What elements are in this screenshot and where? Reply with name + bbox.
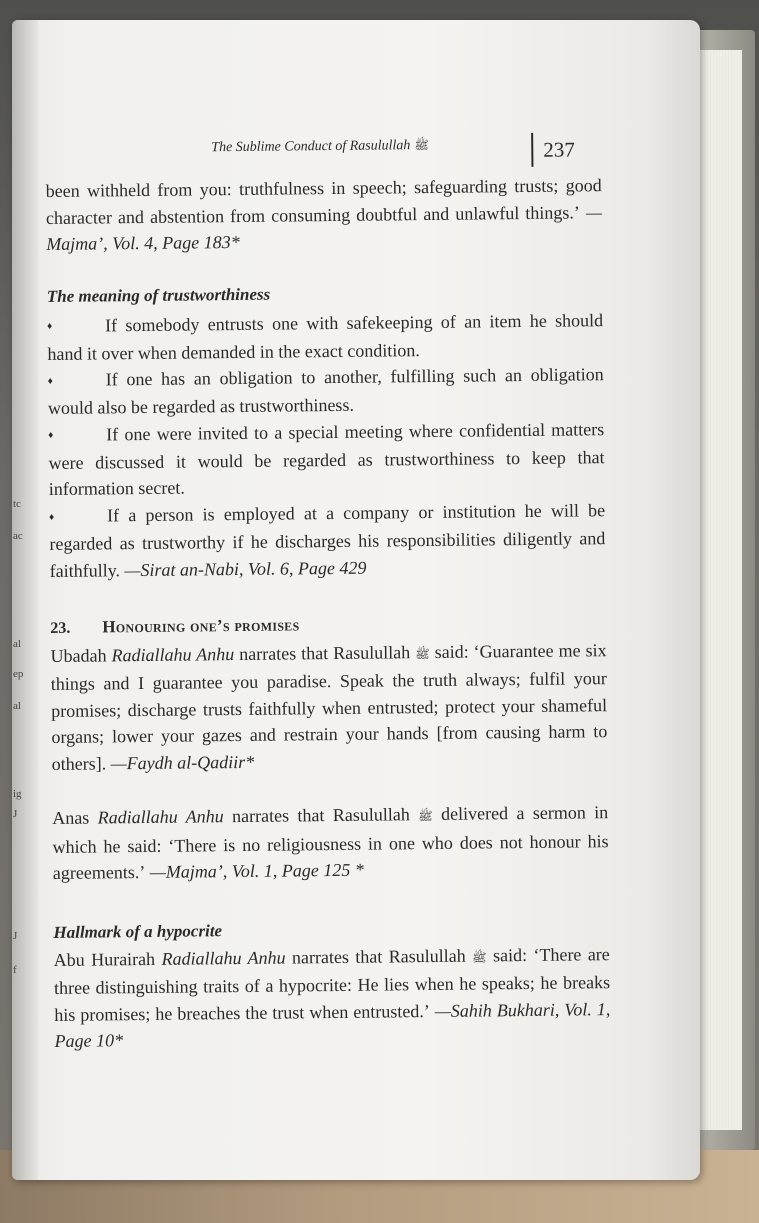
page-number: 237 bbox=[531, 132, 575, 166]
hadith-paragraph: Ubadah Radiallahu Anhu narrates that Rasulullah ﷺ said: ‘Guarantee me six things and I guarantee you paradise. Speak the truth always; fulfil your promises; discharge trusts faithfully when entrusted; protect your shameful organs; lower your gazes and restrain your hands [from causing harm to others]. —Faydh al-Qadiir* bbox=[50, 639, 608, 774]
left-page-fragment: al bbox=[13, 700, 21, 712]
section-number: 23. bbox=[50, 619, 71, 637]
bullet-icon: ♦ bbox=[47, 321, 53, 333]
book-page bbox=[12, 20, 700, 1180]
hadith-citation: —Sahih Bukhari, Vol. 1, Page 10* bbox=[54, 998, 611, 1051]
honorific-icon: ﷺ bbox=[415, 646, 430, 661]
section-23 bbox=[50, 608, 609, 886]
intro-citation: —Majma’, Vol. 4, Page 183* bbox=[46, 201, 603, 254]
hadith-citation: —Majma’, Vol. 1, Page 125 * bbox=[145, 859, 364, 882]
trustworthiness-section bbox=[47, 278, 606, 584]
hadith-paragraph: Anas Radiallahu Anhu narrates that Rasulullah ﷺ delivered a sermon in which he said: ‘There is no religiousness in one who does not honour his agreements.’ —Majma’, Vol. 1, Page 125 * bbox=[52, 802, 609, 883]
intro-text: been withheld from you: truthfulness in speech; safeguarding trusts; good character and abstention from consuming doubtful and unlawful things.’ bbox=[45, 175, 602, 228]
trustworthiness-citation: —Sirat an-Nabi, Vol. 6, Page 429 bbox=[119, 557, 367, 580]
honorific-icon: ﷺ bbox=[472, 949, 487, 965]
running-header bbox=[211, 132, 429, 162]
page-content bbox=[44, 20, 612, 1180]
hadith-citation: —Faydh al-Qadiir* bbox=[106, 751, 255, 773]
hypocrite-section bbox=[53, 914, 610, 1054]
trustworthiness-heading: The meaning of trustworthiness bbox=[46, 284, 271, 306]
honorific-icon: ﷺ bbox=[418, 808, 433, 824]
honorific-icon: ﷺ bbox=[414, 137, 429, 153]
bullet-item: ♦ If a person is employed at a company or institution he will be regarded as trustworthy if he discharges his responsibilities diligently and faithfully. —Sirat an-Nabi, Vol. 6, Page 429 bbox=[49, 500, 606, 581]
running-title: The Sublime Conduct of Rasulullah bbox=[211, 138, 411, 156]
left-page-fragment: f bbox=[13, 964, 17, 976]
hypocrite-heading: Hallmark of a hypocrite bbox=[53, 921, 223, 942]
bullet-icon: ♦ bbox=[47, 375, 53, 387]
left-page-fragment: ep bbox=[13, 668, 24, 680]
left-page-fragment: J bbox=[13, 808, 18, 820]
bullet-icon: ♦ bbox=[49, 511, 55, 523]
left-page-fragment: ac bbox=[13, 530, 23, 542]
section-title: Honouring one’s promises bbox=[102, 615, 300, 637]
bullet-icon: ♦ bbox=[48, 430, 54, 442]
left-page-fragment: al bbox=[13, 638, 21, 650]
hadith-paragraph: Abu Hurairah Radiallahu Anhu narrates that Rasulullah ﷺ said: ‘There are three distinguishing traits of a hypocrite: He lies when he speaks; he breaks his promises; he breaches the trust when entrusted.’ —Sahih Bukhari, Vol. 1, Page 10* bbox=[53, 943, 611, 1051]
page-gutter bbox=[12, 20, 38, 1180]
intro-paragraph bbox=[46, 172, 603, 257]
bullet-item: ♦ If one has an obligation to another, fulfilling such an obligation would also be regarded as trustworthiness. bbox=[47, 364, 604, 419]
left-page-fragment: J bbox=[13, 930, 18, 942]
left-page-fragment: tc bbox=[13, 498, 21, 510]
bullet-item: ♦ If somebody entrusts one with safekeeping of an item he should hand it over when demanded in the exact condition. bbox=[47, 309, 604, 364]
left-page-fragment: ig bbox=[13, 788, 22, 800]
bullet-item: ♦ If one were invited to a special meeting where confidential matters were discussed it would be regarded as trustworthiness to keep that information secret. bbox=[48, 418, 605, 500]
